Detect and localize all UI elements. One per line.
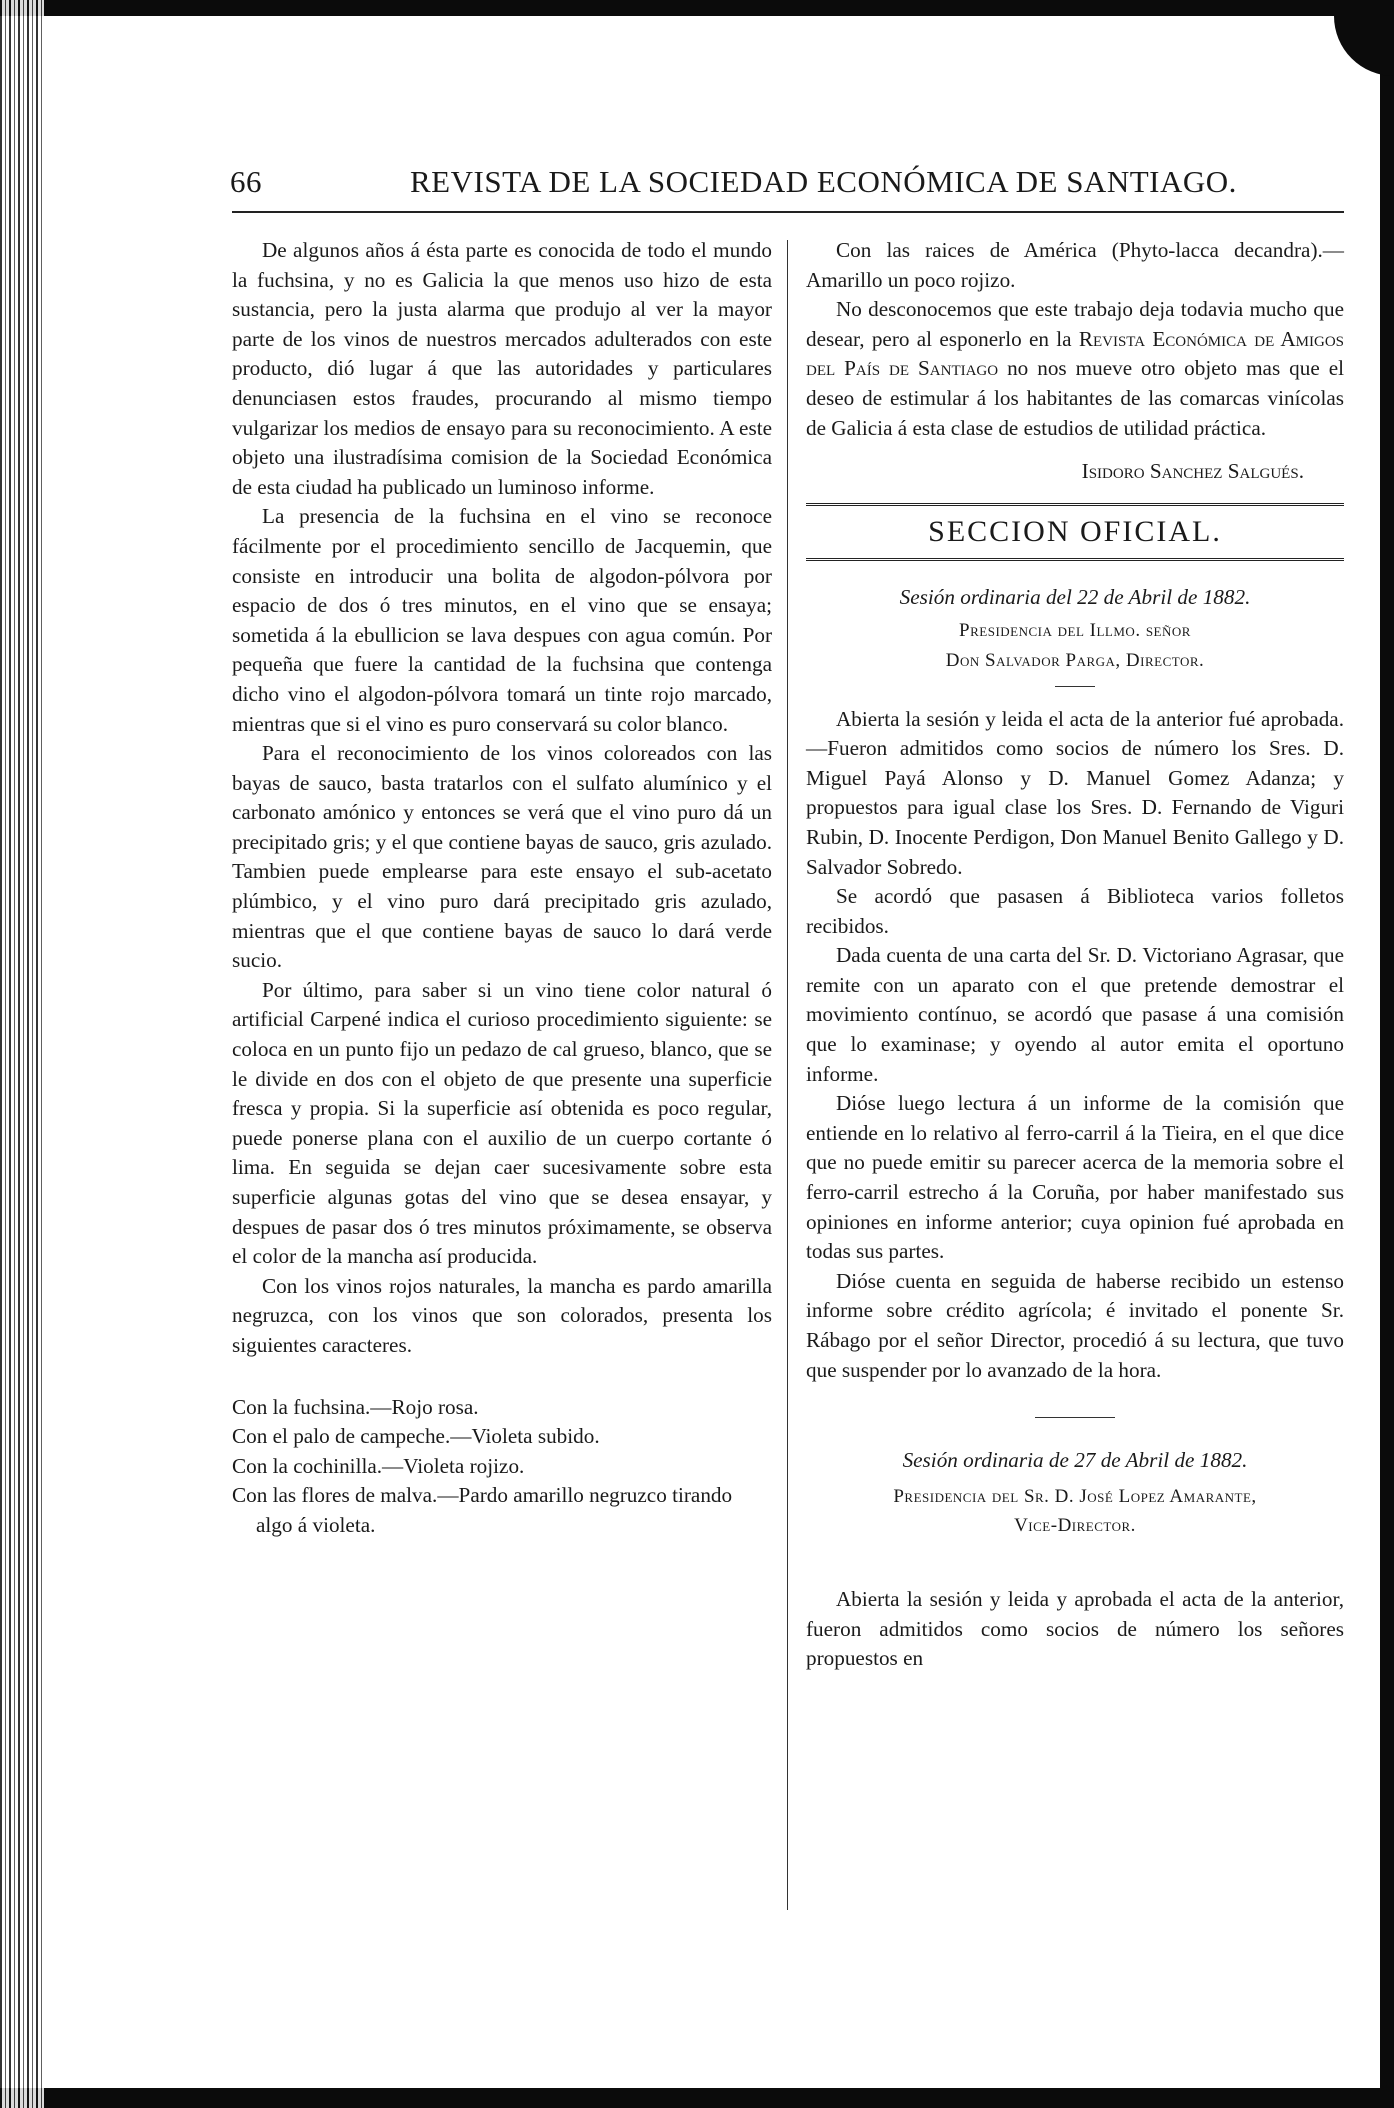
spacer: [806, 1541, 1344, 1585]
author-signature: Isidoro Sanchez Salgués.: [1081, 459, 1304, 484]
session-heading: Sesión ordinaria de 27 de Abril de 1882.: [902, 1448, 1248, 1473]
paragraph-text: No desconocemos que este trabajo deja todavia mucho que desear, pero al esponerlo en la: [806, 297, 1344, 351]
page-header: [230, 160, 1350, 210]
paragraph: Por último, para saber si un vino tiene color natural ó artificial Carpené indica el curioso procedimiento siguiente: se coloca en un punto fijo un pedazo de cal grueso, blanco, que se le divide en dos con el objeto de que presente una superficie fresca y propia. Si la superficie así obtenida es poco regular, puede ponerse plana con el auxilio de un cuerpo cortante ó lima. En seguida se dejan caer sucesivamente sobre esta superficie algunas gotas del vino que se desea ensayar, y despues de pasar dos ó tres minutos próximamente, se observa el color de la mancha así producida.: [232, 977, 772, 1269]
column-divider: [787, 240, 788, 1910]
scan-corner-shadow: [1334, 16, 1394, 76]
left-column: [232, 236, 772, 1541]
list-item: Con la cochinilla.—Violeta rojizo.: [232, 1453, 525, 1478]
session-presidency: Presidencia del Illmo. señor: [959, 620, 1191, 642]
spacer: [232, 1361, 772, 1393]
paragraph: De algunos años á ésta parte es conocida de todo el mundo la fuchsina, y no es Galicia la que menos uso hizo de esta sustancia, pero la justa alarma que produjo al ver la mayor parte de los vinos de nuestros mercados adulterados con este producto, dió lugar á que las autoridades y particulares denunciasen estos fraudes, procurando al mismo tiempo vulgarizar los medios de ensayo para su reconocimiento. A este objeto una ilustradísima comision de la Sociedad Económica de esta ciudad ha publicado un luminoso informe.: [232, 238, 772, 499]
list-item: Con las flores de malva.—Pardo amarillo negruzco tirando algo á violeta.: [232, 1483, 733, 1537]
list-item: Con el palo de campeche.—Violeta subido.: [232, 1424, 600, 1449]
journal-name: Revista Económica de Amigos del País de Santiago: [806, 326, 1345, 381]
colour-list: [232, 1393, 772, 1541]
paragraph: Abierta la sesión y leida el acta de la anterior fué aprobada.—Fueron admitidos como socios de número los Sres. D. Miguel Payá Alonso y D. Manuel Gomez Adanza; y propuestos para igual clase los Sres. D. Fernando de Viguri Rubin, D. Inocente Perdigon, Don Manuel Benito Gallego y D. Salvador Sobredo.: [806, 706, 1344, 879]
right-column: [806, 236, 1344, 1674]
paragraph: Para el reconocimiento de los vinos coloreados con las bayas de sauco, basta tratarlos con el sulfato alumínico y el carbonato amónico y entonces se verá que el vino puro dá un precipitado gris; y el que contiene bayas de sauco, gris azulado. Tambien puede emplearse para este ensayo el sub-acetato plúmbico, y el vino puro dará precipitado gris azulado, mientras que el que contiene bayas de sauco lo dará verde sucio.: [232, 741, 772, 973]
paragraph: Abierta la sesión y leida y aprobada el acta de la anterior, fueron admitidos como socios de número los señores propuestos en: [806, 1586, 1344, 1671]
paragraph: Dada cuenta de una carta del Sr. D. Victoriano Agrasar, que remite con un aparato con el que pretende demostrar el movimiento contínuo, se acordó que pasase á una comisión que lo examinase; y oyendo al autor emita el oportuno informe.: [806, 943, 1344, 1086]
session-presidency: Presidencia del Sr. D. José Lopez Amarante,: [893, 1485, 1257, 1507]
list-item: Con la fuchsina.—Rojo rosa.: [232, 1394, 479, 1419]
session-presidency: Don Salvador Parga, Director.: [945, 649, 1205, 671]
paragraph: Con los vinos rojos naturales, la mancha es pardo amarilla negruzca, con los vinos que son colorados, presenta los siguientes caracteres.: [232, 1273, 772, 1357]
paragraph: La presencia de la fuchsina en el vino se reconoce fácilmente por el procedimiento sencillo de Jacquemin, que consiste en introducir una bolita de algodon-pólvora por espacio de dos ó tres minutos, en el vino que se ensaya; sometida á la ebullicion se lava despues con agua común. Por pequeña que fuere la cantidad de la fuchsina que contenga dicho vino el algodon-pólvora tomará un tinte rojo marcado, mientras que si el vino es puro conservará su color blanco.: [232, 504, 772, 736]
scan-top-border: [0, 0, 1394, 16]
paragraph: Se acordó que pasasen á Biblioteca varios folletos recibidos.: [806, 884, 1344, 938]
header-rule: [232, 211, 1344, 213]
scan-bottom-border: [0, 2088, 1394, 2108]
section-title: SECCION OFICIAL.: [806, 503, 1344, 561]
session-heading: Sesión ordinaria del 22 de Abril de 1882.: [899, 584, 1251, 609]
paragraph: Con las raices de América (Phyto-lacca decandra).—Amarillo un poco rojizo.: [806, 238, 1344, 292]
paragraph: Dióse cuenta en seguida de haberse recibido un estenso informe sobre crédito agrícola; é invitado el ponente Sr. Rábago por el señor Director, procedió á su lectura, que tuvo que suspender por lo avanzado de la hora.: [806, 1268, 1344, 1382]
page-number: 66: [230, 164, 262, 199]
paragraph: [806, 295, 1344, 443]
short-rule: [1035, 1417, 1115, 1418]
session-presidency: Vice-Director.: [1014, 1515, 1136, 1537]
scan-right-border: [1380, 0, 1394, 2108]
short-rule: [1055, 686, 1095, 687]
book-binding-edge: [0, 0, 44, 2108]
running-title: REVISTA DE LA SOCIEDAD ECONÓMICA DE SANTIAGO.: [410, 164, 1237, 199]
paragraph-text: no nos mueve otro objeto mas que el deseo de estimular á los habitantes de las comarcas vinícolas de Galicia á esta clase de estudios de utilidad práctica.: [806, 356, 1345, 440]
paragraph: Dióse luego lectura á un informe de la comisión que entiende en lo relativo al ferro-carril á la Tieira, en el que dice que no puede emitir su parecer acerca de la memoria sobre el ferro-carril estrecho á la Coruña, por haber manifestado sus opiniones en informe anterior; cuya opinion fué aprobada en todas sus partes.: [806, 1091, 1344, 1264]
